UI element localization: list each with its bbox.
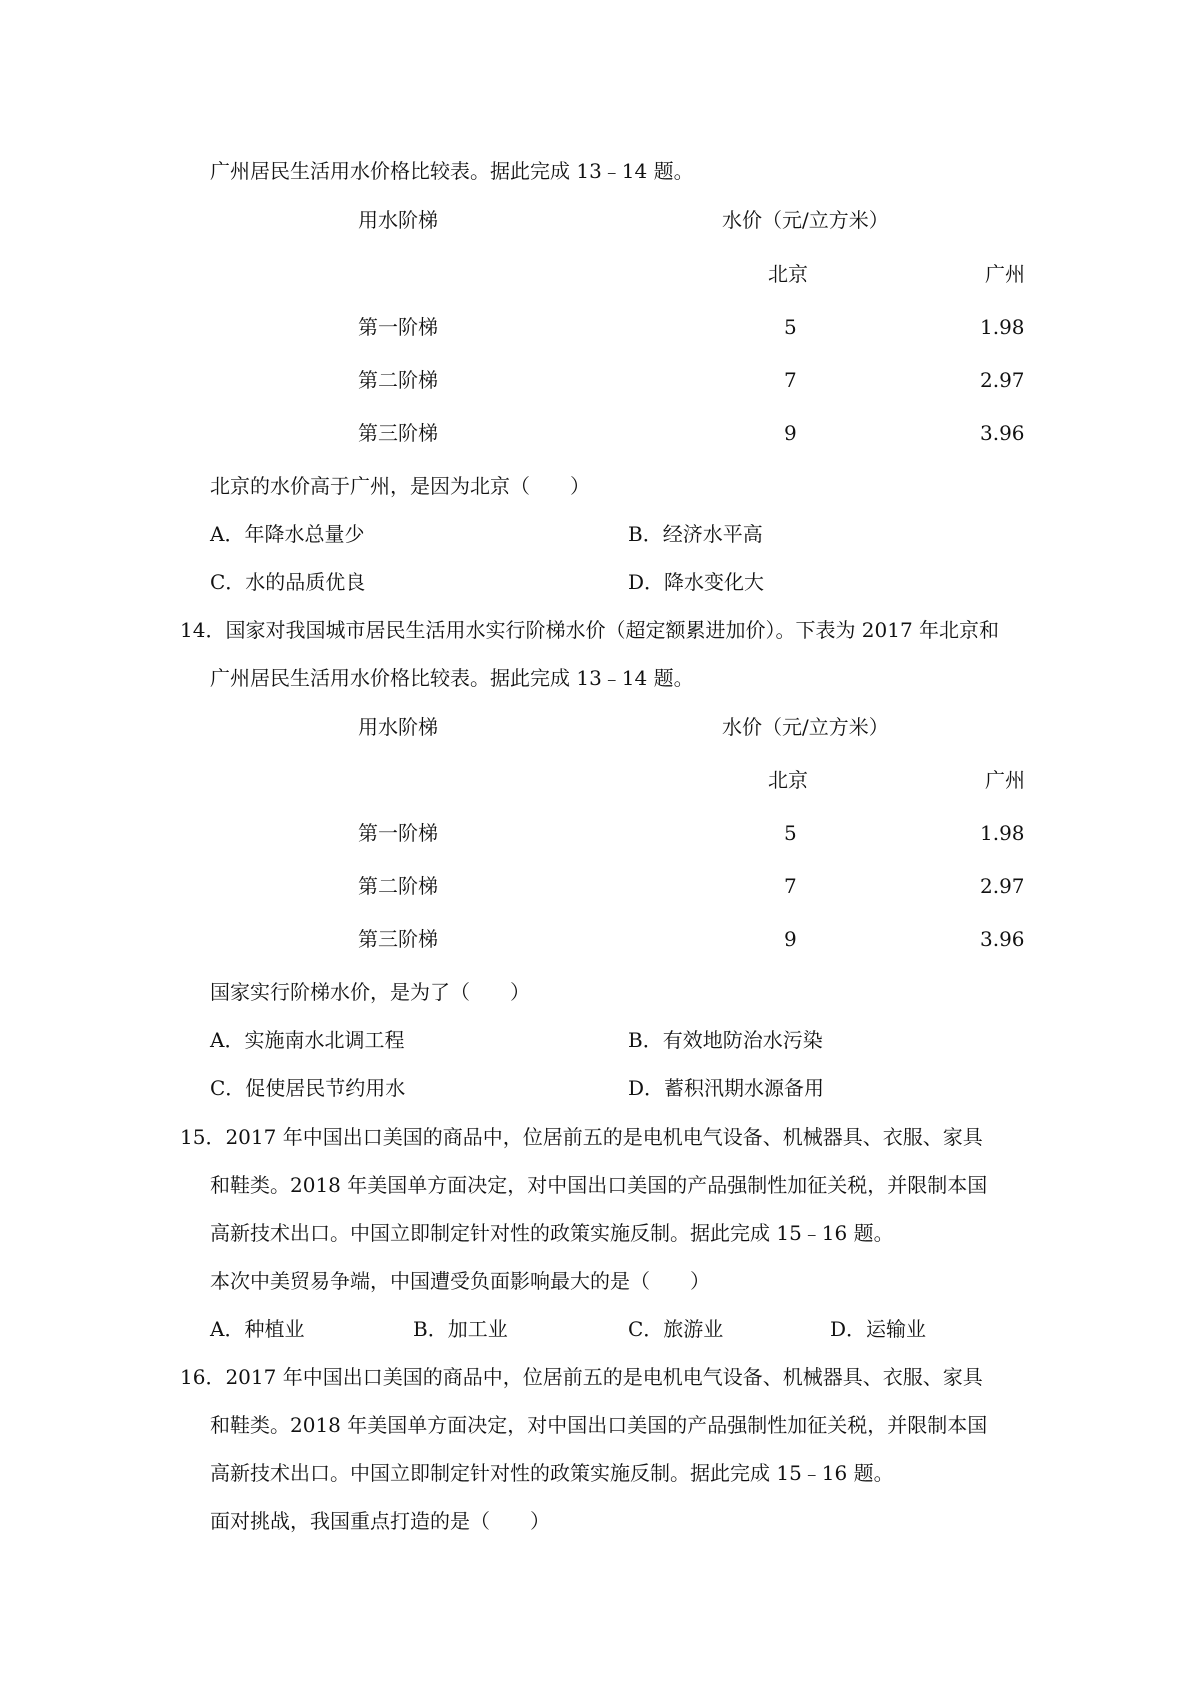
table2-row-guangzhou: 2.97 (980, 874, 1025, 898)
table2-header-guangzhou: 广州 (985, 768, 1025, 792)
question-13-stem: 北京的水价高于广州，是因为北京（ ） (210, 474, 590, 498)
question-15-line2: 和鞋类。2018 年美国单方面决定，对中国出口美国的产品强制性加征关税，并限制本国 (210, 1173, 988, 1197)
option-a: A．年降水总量少 (210, 522, 365, 546)
table2-row-beijing: 7 (784, 874, 797, 898)
option-d: D．运输业 (830, 1317, 927, 1341)
block1-intro-line: 广州居民生活用水价格比较表。据此完成 13﹣14 题。 (210, 159, 694, 183)
question-14-stem: 国家实行阶梯水价，是为了（ ） (210, 980, 530, 1004)
option-a: A．实施南水北调工程 (210, 1028, 405, 1052)
table1-row-guangzhou: 1.98 (980, 315, 1025, 339)
question-15-line1: 15．2017 年中国出口美国的商品中，位居前五的是电机电气设备、机械器具、衣服、家具 (180, 1125, 983, 1149)
question-16-line1: 16．2017 年中国出口美国的商品中，位居前五的是电机电气设备、机械器具、衣服、家具 (180, 1365, 983, 1389)
table1-row-beijing: 9 (784, 421, 797, 445)
option-a: A．种植业 (210, 1317, 305, 1341)
option-b: B．有效地防治水污染 (628, 1028, 823, 1052)
table1-header-guangzhou: 广州 (985, 262, 1025, 286)
option-d: D．蓄积汛期水源备用 (628, 1076, 825, 1100)
table1-row-guangzhou: 3.96 (980, 421, 1025, 445)
option-d: D．降水变化大 (628, 570, 765, 594)
option-c: C．水的品质优良 (210, 570, 366, 594)
table2-row-guangzhou: 1.98 (980, 821, 1025, 845)
table1-row-beijing: 5 (784, 315, 797, 339)
question-16-line3: 高新技术出口。中国立即制定针对性的政策实施反制。据此完成 15﹣16 题。 (210, 1461, 894, 1485)
table1-header-tier: 用水阶梯 (358, 208, 438, 232)
table1-row-label: 第一阶梯 (358, 315, 438, 339)
question-14-intro-line2: 广州居民生活用水价格比较表。据此完成 13﹣14 题。 (210, 666, 694, 690)
table2-header-tier: 用水阶梯 (358, 715, 438, 739)
option-b: B．经济水平高 (628, 522, 763, 546)
question-16-stem: 面对挑战，我国重点打造的是（ ） (210, 1509, 550, 1533)
table2-row-beijing: 5 (784, 821, 797, 845)
table1-header-price: 水价（元/立方米） (722, 208, 889, 232)
question-14-intro-line1: 14．国家对我国城市居民生活用水实行阶梯水价（超定额累进加价）。下表为 2017 年北京和 (180, 618, 1000, 642)
table1-row-beijing: 7 (784, 368, 797, 392)
option-b: B．加工业 (413, 1317, 508, 1341)
option-c: C．旅游业 (628, 1317, 724, 1341)
table2-row-label: 第一阶梯 (358, 821, 438, 845)
option-c: C．促使居民节约用水 (210, 1076, 406, 1100)
question-15-line3: 高新技术出口。中国立即制定针对性的政策实施反制。据此完成 15﹣16 题。 (210, 1221, 894, 1245)
table1-row-guangzhou: 2.97 (980, 368, 1025, 392)
table1-header-beijing: 北京 (768, 262, 808, 286)
table2-row-beijing: 9 (784, 927, 797, 951)
table2-row-label: 第二阶梯 (358, 874, 438, 898)
question-16-line2: 和鞋类。2018 年美国单方面决定，对中国出口美国的产品强制性加征关税，并限制本国 (210, 1413, 988, 1437)
table1-row-label: 第三阶梯 (358, 421, 438, 445)
table1-row-label: 第二阶梯 (358, 368, 438, 392)
table2-header-beijing: 北京 (768, 768, 808, 792)
table2-row-guangzhou: 3.96 (980, 927, 1025, 951)
table2-row-label: 第三阶梯 (358, 927, 438, 951)
question-15-stem: 本次中美贸易争端，中国遭受负面影响最大的是（ ） (210, 1269, 710, 1293)
table2-header-price: 水价（元/立方米） (722, 715, 889, 739)
